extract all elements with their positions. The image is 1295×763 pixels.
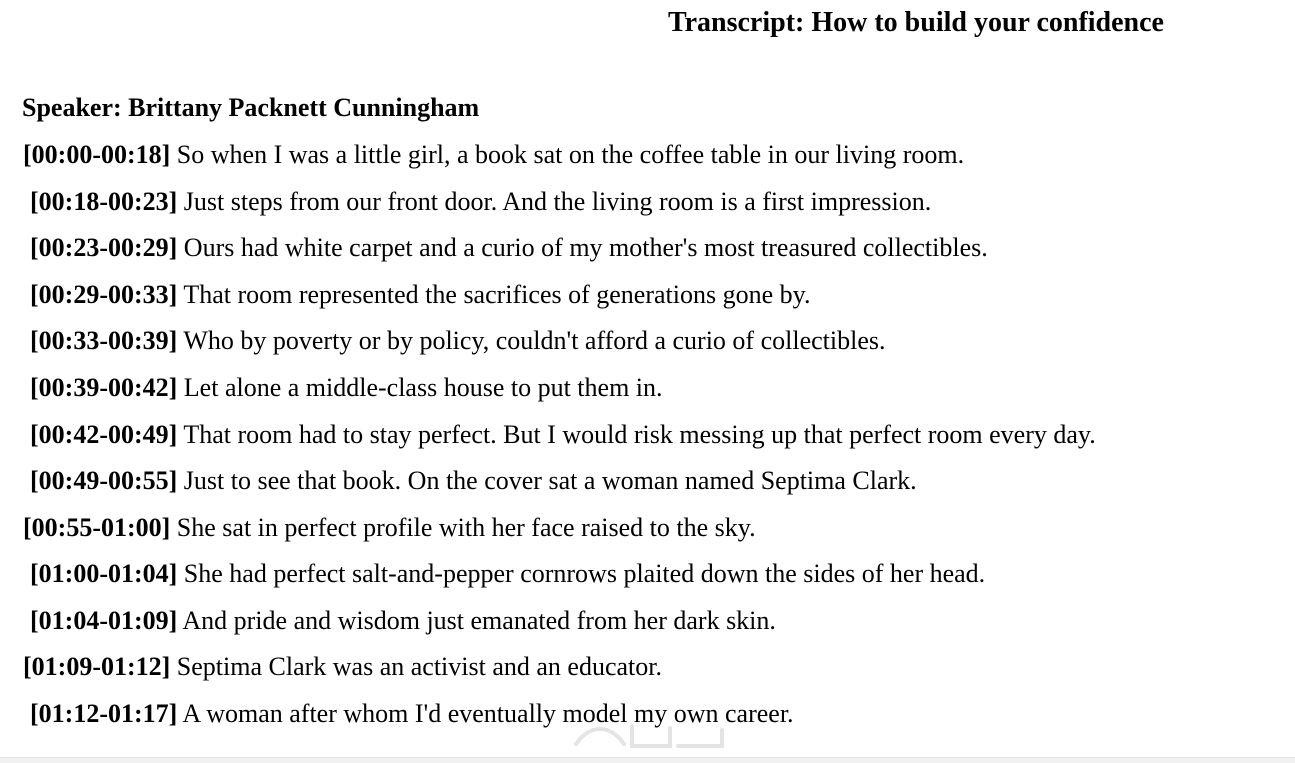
watermark-logo [570, 716, 730, 752]
line-timestamp: [01:04-01:09] [30, 606, 178, 635]
line-timestamp: [01:12-01:17] [30, 699, 178, 728]
transcript-line [30, 372, 663, 404]
line-timestamp: [01:00-01:04] [30, 559, 178, 588]
transcript-line [30, 605, 776, 637]
line-text: And pride and wisdom just emanated from her dark skin. [182, 606, 776, 635]
transcript-line [30, 419, 1096, 451]
transcript-line [30, 186, 931, 218]
line-text: Who by poverty or by policy, couldn't afford a curio of collectibles. [183, 326, 886, 355]
document-title: Transcript: How to build your confidence [668, 7, 1164, 38]
line-timestamp: [00:39-00:42] [30, 373, 178, 402]
line-text: A woman after whom I'd eventually model my own career. [182, 699, 794, 728]
line-timestamp: [00:42-00:49] [30, 420, 178, 449]
transcript-line [30, 325, 885, 357]
line-text: Just to see that book. On the cover sat a woman named Septima Clark. [183, 466, 917, 495]
line-text: Septima Clark was an activist and an educator. [176, 652, 662, 681]
transcript-line [23, 139, 964, 171]
line-text: Let alone a middle-class house to put them in. [183, 373, 663, 402]
line-text: She sat in perfect profile with her face raised to the sky. [176, 513, 756, 542]
transcript-line [30, 232, 988, 264]
transcript-line [30, 279, 810, 311]
line-timestamp: [00:29-00:33] [30, 280, 178, 309]
line-text: Ours had white carpet and a curio of my mother's most treasured collectibles. [183, 233, 988, 262]
line-text: That room represented the sacrifices of generations gone by. [183, 280, 811, 309]
transcript-line [30, 558, 985, 590]
line-timestamp: [00:55-01:00] [23, 513, 171, 542]
bottom-scrollbar[interactable] [0, 757, 1295, 763]
line-timestamp: [00:49-00:55] [30, 466, 178, 495]
line-timestamp: [00:18-00:23] [30, 187, 178, 216]
line-text: So when I was a little girl, a book sat on the coffee table in our living room. [176, 140, 965, 169]
line-timestamp: [00:23-00:29] [30, 233, 178, 262]
transcript-line [30, 465, 917, 497]
line-text: That room had to stay perfect. But I would risk messing up that perfect room every day. [183, 420, 1096, 449]
line-timestamp: [01:09-01:12] [23, 652, 171, 681]
line-text: Just steps from our front door. And the living room is a first impression. [183, 187, 932, 216]
line-text: She had perfect salt-and-pepper cornrows plaited down the sides of her head. [183, 559, 986, 588]
transcript-line [23, 651, 662, 683]
line-timestamp: [00:33-00:39] [30, 326, 178, 355]
transcript-line [23, 512, 756, 544]
speaker-heading: Speaker: Brittany Packnett Cunningham [22, 93, 480, 122]
line-timestamp: [00:00-00:18] [23, 140, 171, 169]
